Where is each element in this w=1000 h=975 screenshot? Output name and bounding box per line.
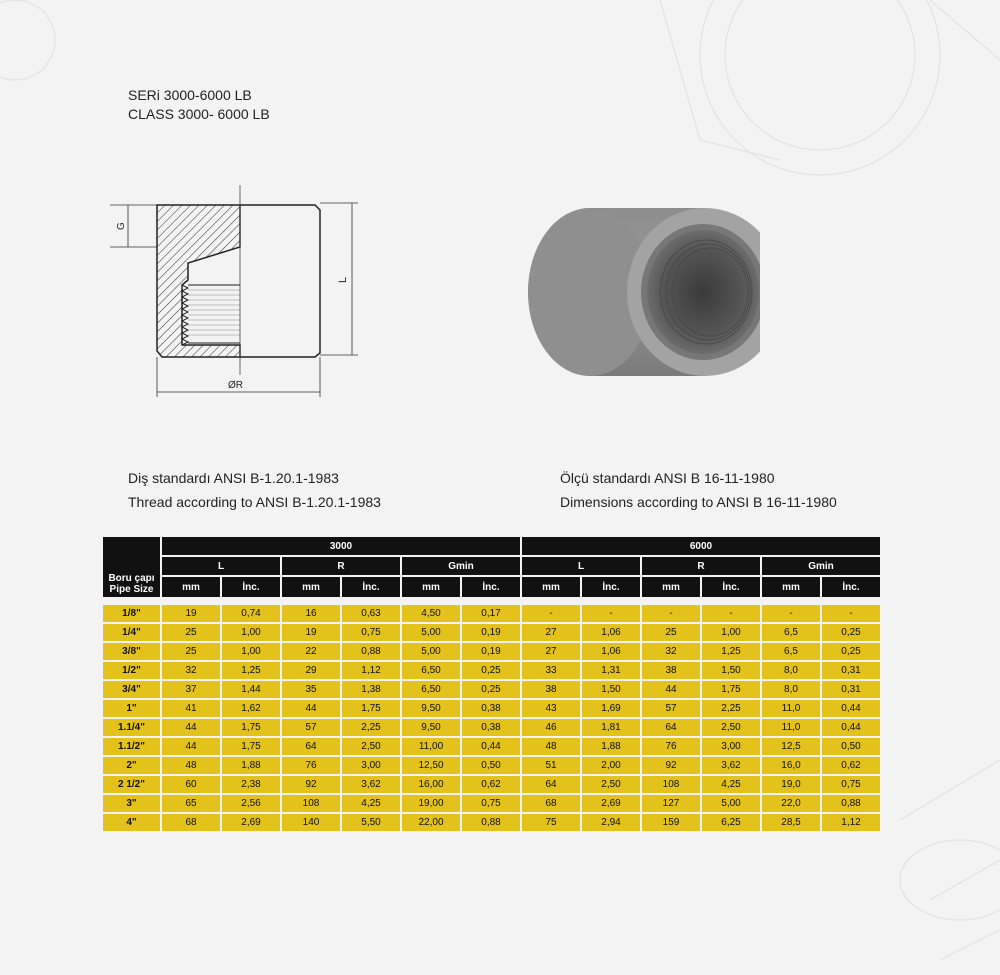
value-cell: 76 [642,738,700,757]
value-cell: 5,50 [342,814,400,833]
value-cell: 57 [282,719,340,738]
value-cell: 2,69 [582,795,640,814]
value-cell: 0,44 [822,700,880,719]
value-cell: 35 [282,681,340,700]
value-cell: 12,50 [402,757,460,776]
value-cell: 0,17 [462,605,520,624]
value-cell: 64 [282,738,340,757]
value-cell: 44 [162,738,220,757]
value-cell: 22,0 [762,795,820,814]
value-cell: 27 [522,643,580,662]
pipe-size-cell: 1/8" [103,605,160,624]
value-cell: 46 [522,719,580,738]
pipe-size-cell: 4" [103,814,160,833]
value-cell: - [702,605,760,624]
value-cell: 68 [522,795,580,814]
value-cell: 25 [162,643,220,662]
value-cell: - [522,605,580,624]
value-cell: 75 [522,814,580,833]
pipe-size-cell: 1.1/4" [103,719,160,738]
value-cell: - [822,605,880,624]
value-cell: 60 [162,776,220,795]
value-cell: 41 [162,700,220,719]
table-row [103,700,880,719]
value-cell: 2,25 [342,719,400,738]
dimension-standard-en: Dimensions according to ANSI B 16-11-1980 [560,494,837,510]
pipe-size-cell: 3/8" [103,643,160,662]
value-cell: 44 [642,681,700,700]
value-cell: 92 [282,776,340,795]
value-cell: 127 [642,795,700,814]
value-cell: 0,50 [462,757,520,776]
unit-header: mm [642,577,700,597]
value-cell: 22 [282,643,340,662]
value-cell: 32 [162,662,220,681]
thread-standard [128,466,381,514]
value-cell: 38 [522,681,580,700]
value-cell: 4,50 [402,605,460,624]
pipe-size-cell: 2 1/2" [103,776,160,795]
value-cell: 0,88 [342,643,400,662]
table-row [103,681,880,700]
value-cell: 1,00 [222,624,280,643]
value-cell: 92 [642,757,700,776]
param-header: R [282,557,400,577]
value-cell: 1,69 [582,700,640,719]
unit-header: mm [282,577,340,597]
value-cell: 0,38 [462,700,520,719]
value-cell: 9,50 [402,700,460,719]
pipe-size-cell: 3/4" [103,681,160,700]
value-cell: 32 [642,643,700,662]
value-cell: 0,31 [822,681,880,700]
dimensions-table [101,537,882,833]
param-header: L [162,557,280,577]
unit-header: mm [402,577,460,597]
value-cell: 65 [162,795,220,814]
value-cell: 3,62 [342,776,400,795]
value-cell: 1,00 [222,643,280,662]
value-cell: 1,75 [222,738,280,757]
value-cell: - [642,605,700,624]
value-cell: 1,06 [582,624,640,643]
value-cell: 64 [522,776,580,795]
series-title [128,86,270,124]
value-cell: 2,69 [222,814,280,833]
value-cell: 108 [282,795,340,814]
value-cell: 43 [522,700,580,719]
unit-header: İnc. [582,577,640,597]
pipe-size-cell: 1/4" [103,624,160,643]
value-cell: 2,38 [222,776,280,795]
unit-header: İnc. [702,577,760,597]
unit-header: mm [162,577,220,597]
value-cell: 19 [162,605,220,624]
l-label: L [337,276,349,283]
table-row [103,643,880,662]
value-cell: 11,0 [762,719,820,738]
value-cell: 2,50 [582,776,640,795]
g-label: G [116,222,127,230]
value-cell: 1,75 [342,700,400,719]
unit-header: İnc. [462,577,520,597]
value-cell: 9,50 [402,719,460,738]
value-cell: 3,00 [342,757,400,776]
table-row [103,624,880,643]
pipe-size-cell: 3" [103,795,160,814]
value-cell: 0,25 [462,681,520,700]
param-header: L [522,557,640,577]
pipe-size-cell: 1/2" [103,662,160,681]
pipe-size-header-en: Pipe Size [109,584,154,595]
pipe-size-cell: 2" [103,757,160,776]
table-row [103,719,880,738]
value-cell: 1,12 [822,814,880,833]
table-row [103,738,880,757]
table-row [103,776,880,795]
value-cell: 5,00 [702,795,760,814]
value-cell: 48 [162,757,220,776]
pipe-size-header [103,537,160,597]
value-cell: 2,56 [222,795,280,814]
value-cell: 1,81 [582,719,640,738]
value-cell: 0,75 [462,795,520,814]
value-cell: 1,62 [222,700,280,719]
value-cell: 1,88 [582,738,640,757]
value-cell: 2,50 [342,738,400,757]
value-cell: 19,00 [402,795,460,814]
pipe-size-cell: 1" [103,700,160,719]
value-cell: 64 [642,719,700,738]
value-cell: 19 [282,624,340,643]
value-cell: 0,19 [462,643,520,662]
value-cell: 2,25 [702,700,760,719]
value-cell: 1,75 [702,681,760,700]
value-cell: 159 [642,814,700,833]
thread-standard-en: Thread according to ANSI B-1.20.1-1983 [128,494,381,510]
value-cell: 0,88 [462,814,520,833]
dimension-standard-tr: Ölçü standardı ANSI B 16-11-1980 [560,470,775,486]
unit-header: İnc. [342,577,400,597]
value-cell: 1,12 [342,662,400,681]
table-row [103,662,880,681]
table-row [103,757,880,776]
value-cell: 6,5 [762,643,820,662]
value-cell: 1,38 [342,681,400,700]
value-cell: 38 [642,662,700,681]
value-cell: 44 [282,700,340,719]
value-cell: 33 [522,662,580,681]
value-cell: - [762,605,820,624]
pipe-size-header-tr: Boru çapı [108,573,155,584]
class-6000-header: 6000 [522,537,880,557]
value-cell: 0,25 [462,662,520,681]
value-cell: 2,50 [702,719,760,738]
value-cell: - [582,605,640,624]
table-body [103,597,880,833]
value-cell: 0,31 [822,662,880,681]
series-line-1: SERi 3000-6000 LB [128,87,252,103]
value-cell: 2,94 [582,814,640,833]
value-cell: 0,38 [462,719,520,738]
value-cell: 1,50 [582,681,640,700]
unit-header: İnc. [822,577,880,597]
value-cell: 8,0 [762,681,820,700]
value-cell: 76 [282,757,340,776]
value-cell: 0,74 [222,605,280,624]
value-cell: 0,25 [822,624,880,643]
series-line-2: CLASS 3000- 6000 LB [128,106,270,122]
unit-header: İnc. [222,577,280,597]
value-cell: 0,75 [342,624,400,643]
value-cell: 1,25 [222,662,280,681]
value-cell: 5,00 [402,624,460,643]
value-cell: 28,5 [762,814,820,833]
value-cell: 0,44 [462,738,520,757]
value-cell: 1,06 [582,643,640,662]
value-cell: 37 [162,681,220,700]
value-cell: 1,88 [222,757,280,776]
unit-header: mm [762,577,820,597]
table-row [103,605,880,624]
value-cell: 6,50 [402,681,460,700]
value-cell: 0,44 [822,719,880,738]
value-cell: 4,25 [702,776,760,795]
pipe-size-cell: 1.1/2" [103,738,160,757]
value-cell: 11,00 [402,738,460,757]
value-cell: 12,5 [762,738,820,757]
value-cell: 68 [162,814,220,833]
technical-drawing [100,185,380,400]
value-cell: 6,25 [702,814,760,833]
value-cell: 0,75 [822,776,880,795]
thread-standard-tr: Diş standardı ANSI B-1.20.1-1983 [128,470,339,486]
value-cell: 3,00 [702,738,760,757]
value-cell: 4,25 [342,795,400,814]
value-cell: 22,00 [402,814,460,833]
r-label: ØR [228,380,243,391]
value-cell: 0,62 [822,757,880,776]
value-cell: 1,44 [222,681,280,700]
value-cell: 3,62 [702,757,760,776]
fitting-photo [520,190,760,390]
value-cell: 1,50 [702,662,760,681]
value-cell: 6,5 [762,624,820,643]
value-cell: 51 [522,757,580,776]
value-cell: 44 [162,719,220,738]
value-cell: 0,19 [462,624,520,643]
value-cell: 2,00 [582,757,640,776]
value-cell: 1,25 [702,643,760,662]
value-cell: 25 [162,624,220,643]
dimension-standard [560,466,837,514]
value-cell: 16 [282,605,340,624]
value-cell: 140 [282,814,340,833]
value-cell: 0,63 [342,605,400,624]
value-cell: 25 [642,624,700,643]
value-cell: 8,0 [762,662,820,681]
value-cell: 16,00 [402,776,460,795]
value-cell: 108 [642,776,700,795]
value-cell: 0,88 [822,795,880,814]
param-header: Gmin [402,557,520,577]
value-cell: 48 [522,738,580,757]
value-cell: 5,00 [402,643,460,662]
unit-header: mm [522,577,580,597]
param-header: R [642,557,760,577]
value-cell: 1,00 [702,624,760,643]
value-cell: 29 [282,662,340,681]
class-3000-header: 3000 [162,537,520,557]
value-cell: 11,0 [762,700,820,719]
value-cell: 19,0 [762,776,820,795]
value-cell: 1,75 [222,719,280,738]
table-row [103,795,880,814]
value-cell: 16,0 [762,757,820,776]
value-cell: 6,50 [402,662,460,681]
value-cell: 0,50 [822,738,880,757]
param-header: Gmin [762,557,880,577]
value-cell: 0,25 [822,643,880,662]
value-cell: 57 [642,700,700,719]
table-row [103,814,880,833]
value-cell: 0,62 [462,776,520,795]
value-cell: 1,31 [582,662,640,681]
value-cell: 27 [522,624,580,643]
